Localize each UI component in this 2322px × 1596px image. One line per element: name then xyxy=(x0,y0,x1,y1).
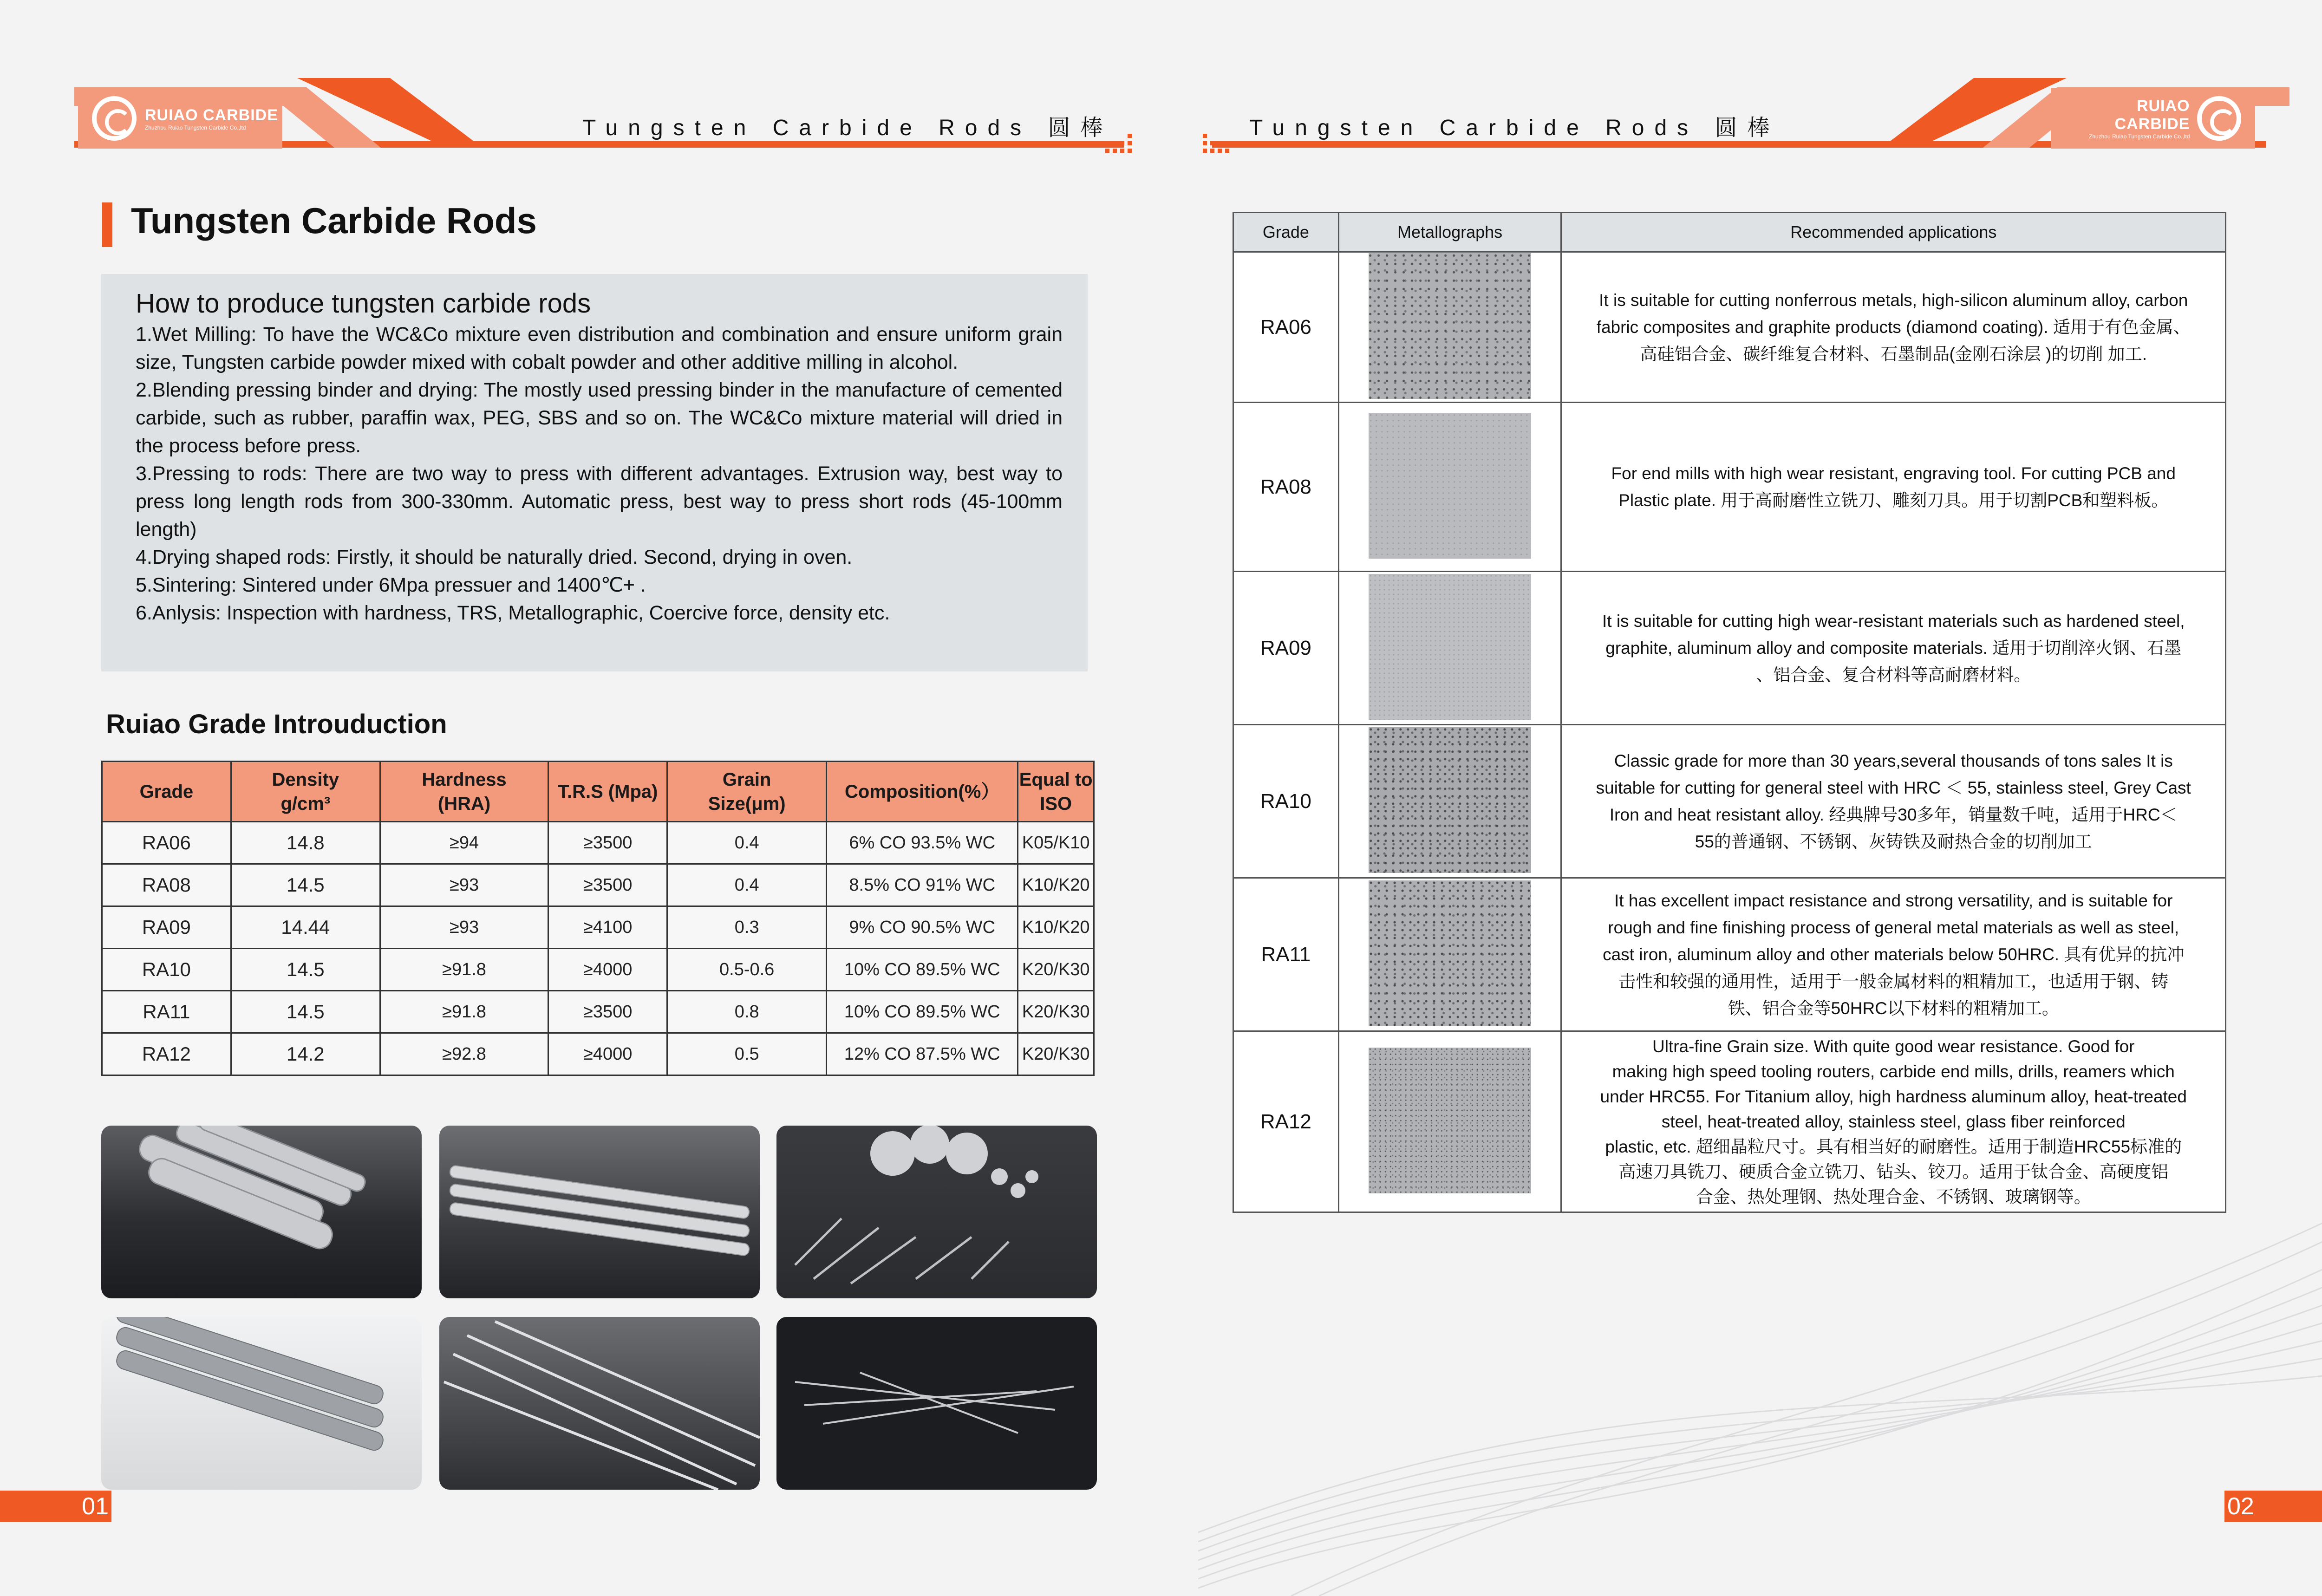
col-composition: Composition(%） xyxy=(827,762,1018,822)
col-grade: Grade xyxy=(1233,213,1339,252)
table-row: RA12 Ultra-fine Grain size. With quite good wear resistance. Good for making high speed tooling routers, carbide end mills, drills, reamers which under HRC55. For Titanium alloy, high hardness aluminum alloy, heat-treated steel, heat-treated alloy, stainless steel, glass fiber reinforced plastic, etc. 超细晶粒尺寸。具有相当好的耐磨性。适用于制造HRC55标准的 高速刀具铣刀、硬质合金立铣刀、钻头、铰刀。适用于钛合金、高硬度铝 合金、热处理钢、热处理合金、不锈钢、玻璃钢等。 xyxy=(1233,1031,2226,1212)
process-box xyxy=(101,274,1088,671)
col-grain: Grain Size(μm) xyxy=(667,762,827,822)
logo-sub: Zhuzhou Ruiao Tungsten Carbide Co.,ltd xyxy=(145,124,246,131)
table-row: RA10 14.5 ≥91.8 ≥4000 0.5-0.6 10% CO 89.5% WC K20/K30 xyxy=(102,949,1094,991)
col-density: Density g/cm³ xyxy=(231,762,380,822)
table-row: RA12 14.2 ≥92.8 ≥4000 0.5 12% CO 87.5% WC K20/K30 xyxy=(102,1033,1094,1075)
metallograph-image xyxy=(1369,413,1531,559)
heading-accent-bar xyxy=(102,202,112,247)
logo-right xyxy=(2051,88,2255,149)
logo-mark-icon xyxy=(2197,96,2241,141)
logo-sub: Zhuzhou Ruiao Tungsten Carbide Co.,ltd xyxy=(2088,133,2190,140)
header-title-right: Tungsten Carbide Rods 圆棒 xyxy=(1249,116,1780,140)
applications-header xyxy=(1233,213,2226,252)
grade-table xyxy=(101,761,1095,1076)
table-row: RA06 It is suitable for cutting nonferrous metals, high-silicon aluminum alloy, carbon fabric composites and graphite products (diamond coating). 适用于有色金属、 高硅铝合金、碳纤维复合材料、石墨制品(金刚石涂层 )的切削 加工. xyxy=(1233,252,2226,403)
metallograph-image xyxy=(1369,880,1531,1026)
table-row: RA11 14.5 ≥91.8 ≥3500 0.8 10% CO 89.5% WC K20/K30 xyxy=(102,991,1094,1033)
dots-icon xyxy=(1105,129,1138,157)
metallograph-image xyxy=(1369,1048,1531,1193)
product-photo-holed-rods xyxy=(101,1317,422,1490)
logo-mark-icon xyxy=(92,96,137,141)
process-step: 6.Anlysis: Inspection with hardness, TRS, Metallographic, Coercive force, density etc. xyxy=(136,602,890,624)
grade-table-header xyxy=(102,762,1094,822)
logo-left xyxy=(78,88,282,149)
table-row: RA11 It has excellent impact resistance and strong versatility, and is suitable for rough and fine finishing process of general metal materials as well as steel, cast iron, aluminum alloy and other materials below 50HRC. 具有优异的抗冲 击性和较强的通用性，适用于一般金属材料的粗精加工，也适用于钢、铸 铁、铝合金等50HRC以下材料的粗精加工。 xyxy=(1233,878,2226,1031)
grade-section-title: Ruiao Grade Introuduction xyxy=(106,709,447,739)
metallograph-image xyxy=(1369,574,1531,720)
process-step: 5.Sintering: Sintered under 6Mpa pressuer and 1400℃+ . xyxy=(136,574,646,596)
table-row: RA06 14.8 ≥94 ≥3500 0.4 6% CO 93.5% WC K05/K10 xyxy=(102,822,1094,864)
col-iso: Equal to ISO xyxy=(1018,762,1094,822)
page-number-left: 01 xyxy=(0,1491,111,1522)
table-row: RA08 For end mills with high wear resistant, engraving tool. For cutting PCB and Plastic plate. 用于高耐磨性立铣刀、雕刻刀具。用于切割PCB和塑料板。 xyxy=(1233,403,2226,572)
col-applications: Recommended applications xyxy=(1561,213,2226,252)
product-photo-rods xyxy=(101,1126,422,1298)
process-title: How to produce tungsten carbide rods xyxy=(136,288,591,319)
logo-name: RUIAO CARBIDE xyxy=(145,106,278,124)
col-trs: T.R.S (Mpa) xyxy=(548,762,667,822)
metallograph-image xyxy=(1369,727,1531,873)
product-photo-rod-row xyxy=(439,1126,760,1298)
header-title-left: Tungsten Carbide Rods 圆棒 xyxy=(582,116,1113,140)
table-row: RA10 Classic grade for more than 30 years,several thousands of tons sales It is suitable for cutting for general steel with HRC ＜ 55, stainless steel, Grey Cast Iron and heat resistant alloy. 经典牌号30多年，销量数千吨，适用于HRC＜ 55的普通钢、不锈钢、灰铸铁及耐热合金的切削加工 xyxy=(1233,725,2226,878)
process-steps xyxy=(136,320,1063,627)
product-photo-balls-pins xyxy=(776,1126,1097,1298)
page-title: Tungsten Carbide Rods xyxy=(131,200,537,241)
table-row: RA08 14.5 ≥93 ≥3500 0.4 8.5% CO 91% WC K10/K20 xyxy=(102,864,1094,906)
background-waves xyxy=(1198,1207,2322,1596)
dots-icon xyxy=(1203,129,1235,157)
product-photo-rod-bundle xyxy=(439,1317,760,1490)
col-metallographs: Metallographs xyxy=(1338,213,1561,252)
product-photo-thin-rods xyxy=(776,1317,1097,1490)
col-hardness: Hardness (HRA) xyxy=(380,762,548,822)
process-step: 3.Pressing to rods: There are two way to press with different advantages. Extrusion way, best way to press long length rods from 300-330mm. Automatic press, best way to press short rods (45-100mm length) xyxy=(136,463,1063,541)
logo-name: RUIAO CARBIDE xyxy=(2114,97,2190,133)
table-row: RA09 It is suitable for cutting high wear-resistant materials such as hardened steel, graphite, aluminum alloy and composite materials. 适用于切削淬火钢、石墨 、铝合金、复合材料等高耐磨材料。 xyxy=(1233,572,2226,725)
table-row: RA09 14.44 ≥93 ≥4100 0.3 9% CO 90.5% WC K10/K20 xyxy=(102,906,1094,949)
page-number-right: 02 xyxy=(2224,1491,2322,1522)
process-step: 1.Wet Milling: To have the WC&Co mixture even distribution and combination and ensure uniform grain size, Tungsten carbide powder mixed with cobalt powder and other additive milling in alcohol. xyxy=(136,323,1063,373)
process-step: 2.Blending pressing binder and drying: The mostly used pressing binder in the manufacture of cemented carbide, such as rubber, paraffin wax, PEG, SBS and so on. The WC&Co mixture material will dried in the process before press. xyxy=(136,379,1063,457)
metallograph-image xyxy=(1369,253,1531,399)
process-step: 4.Drying shaped rods: Firstly, it should be naturally dried. Second, drying in oven. xyxy=(136,546,853,568)
col-grade: Grade xyxy=(102,762,231,822)
applications-table xyxy=(1233,212,2226,1213)
